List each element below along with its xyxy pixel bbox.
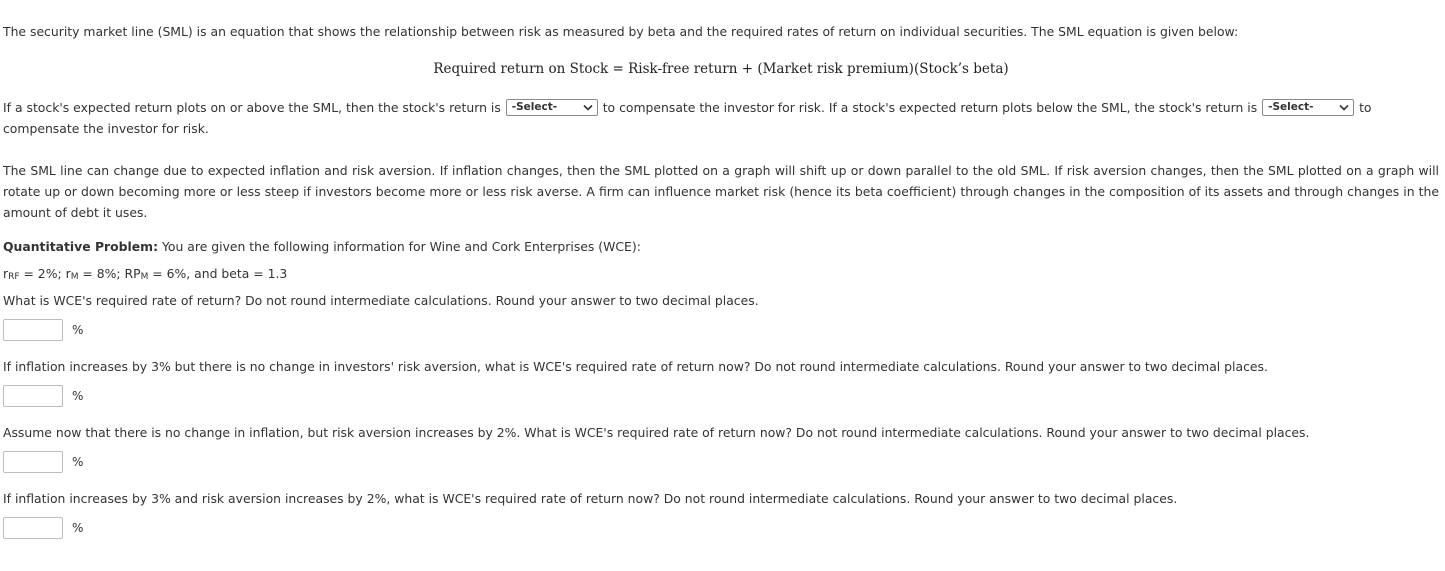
sml-select-paragraph xyxy=(3,97,1439,139)
sml-text-part1: If a stock's expected return plots on or above the SML, then the stock's return is xyxy=(3,100,501,115)
answer-row-2 xyxy=(3,385,83,409)
answer-1-input[interactable] xyxy=(3,319,63,341)
quantitative-problem-heading xyxy=(3,239,641,254)
intro-paragraph: The security market line (SML) is an equation that shows the relationship between risk as measured by beta and the required rates of return on individual securities. The SML equation is given below: xyxy=(3,24,1239,39)
percent-unit: % xyxy=(71,323,84,337)
question-4-text: If inflation increases by 3% and risk aversion increases by 2%, what is WCE's required rate of return now? Do not round intermediate calculations. Round your answer to two decimal places. xyxy=(3,491,1178,506)
percent-unit: % xyxy=(71,389,84,403)
sml-text-part3: to compensate the investor for risk. xyxy=(3,100,1372,136)
quantitative-problem-text: You are given the following information for Wine and Cork Enterprises (WCE): xyxy=(158,239,641,254)
answer-row-1 xyxy=(3,319,83,343)
rrf-subscript: RF xyxy=(8,272,20,282)
rpm-subscript: M xyxy=(140,272,149,282)
percent-unit: % xyxy=(71,455,84,469)
question-3-text: Assume now that there is no change in inflation, but risk aversion increases by 2%. What is WCE's required rate of return now? Do not round intermediate calculations. Round your answer to two decimal places. xyxy=(3,425,1310,440)
rm-symbol: r xyxy=(65,266,71,281)
rrf-symbol: r xyxy=(3,266,9,281)
question-1-text: What is WCE's required rate of return? Do not round intermediate calculations. Round your answer to two decimal places. xyxy=(3,293,759,308)
sml-shift-paragraph: The SML line can change due to expected inflation and risk aversion. If inflation changes, then the SML plotted on a graph will shift up or down parallel to the old SML. If risk aversion changes, then the SML plotted on a graph will rotate up or down becoming more or less steep if investors become more or less risk averse. A firm can influence market risk (hence its beta coefficient) through changes in the composition of its assets and through changes in the amount of debt it uses. xyxy=(3,163,1439,220)
question-2-text: If inflation increases by 3% but there is no change in investors' risk aversion, what is WCE's required rate of return now? Do not round intermediate calculations. Round your answer to two decimal places. xyxy=(3,359,1268,374)
answer-2-input[interactable] xyxy=(3,385,63,407)
answer-row-4 xyxy=(3,517,83,541)
answer-3-input[interactable] xyxy=(3,451,63,473)
rrf-value: = 2%; xyxy=(19,266,66,281)
below-sml-select-value: -Select- xyxy=(1268,100,1314,113)
sml-text-part2: to compensate the investor for risk. If a stock's expected return plots below the SML, the stock's return is xyxy=(602,100,1258,115)
chevron-down-icon xyxy=(582,101,594,114)
above-sml-select-value: -Select- xyxy=(511,100,558,113)
sml-formula: Required return on Stock = Risk-free return + (Market risk premium)(Stock’s beta) xyxy=(433,61,1009,77)
below-sml-select[interactable] xyxy=(1262,99,1354,116)
answer-row-3 xyxy=(3,451,83,475)
rm-subscript: M xyxy=(70,272,79,282)
percent-unit: % xyxy=(71,521,84,535)
quantitative-problem-label: Quantitative Problem: xyxy=(3,239,159,254)
above-sml-select[interactable] xyxy=(506,99,598,116)
chevron-down-icon xyxy=(1338,101,1350,114)
rpm-beta-values: = 6%, and beta = 1.3 xyxy=(148,266,288,281)
rm-value: = 8%; RP xyxy=(78,266,141,281)
given-variables xyxy=(3,266,287,282)
answer-4-input[interactable] xyxy=(3,517,63,539)
